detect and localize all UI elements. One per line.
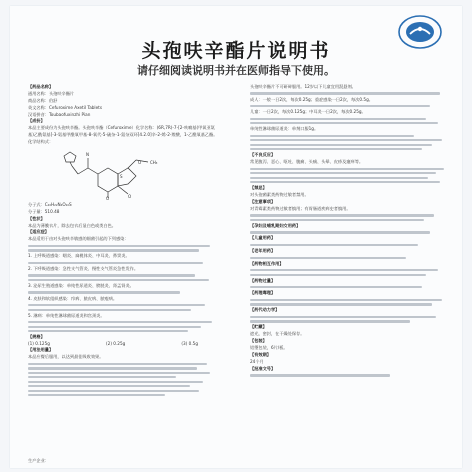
text-line bbox=[250, 135, 414, 137]
section-heading: 【药代动力学】 bbox=[250, 307, 280, 313]
text-line bbox=[28, 291, 180, 293]
pinyin-name: 汉语拼音：Toubaofuxinzhi Pian bbox=[28, 111, 91, 117]
text-line bbox=[28, 274, 195, 276]
text-line bbox=[250, 316, 436, 318]
body-text: 儿童：一日2次，每次0.125g；中耳炎一日2次，每次0.25g。 bbox=[250, 109, 366, 115]
svg-text:CH₃: CH₃ bbox=[150, 159, 158, 165]
contra-text: 对头孢菌素类药物过敏者禁用。 bbox=[250, 192, 309, 198]
page-subtitle: 请仔细阅读说明书并在医师指导下使用。 bbox=[137, 64, 335, 77]
section-heading: 【包装】 bbox=[250, 338, 267, 344]
indication-item: 1. 上呼吸道感染：咽炎、扁桃体炎、中耳炎、鼻窦炎。 bbox=[28, 253, 130, 259]
indication-item: 5. 淋病：单纯性淋球菌尿道炎和宫颈炎。 bbox=[28, 312, 105, 318]
text-line bbox=[28, 309, 191, 311]
validity-text: 24个月 bbox=[250, 358, 264, 364]
structure-label: 化学结构式： bbox=[28, 138, 54, 144]
section-heading: 【不良反应】 bbox=[250, 152, 276, 158]
section-heading: 【性状】 bbox=[28, 215, 45, 221]
text-line bbox=[28, 304, 205, 306]
section-heading: 【孕妇及哺乳期妇女用药】 bbox=[250, 222, 301, 228]
svg-text:S: S bbox=[120, 173, 123, 179]
text-line bbox=[250, 269, 438, 271]
storage-text: 遮光，密封，在干燥处保存。 bbox=[250, 331, 305, 337]
dosage-text: 本品应餐后服用，以达到最佳吸收效果。 bbox=[28, 354, 104, 360]
text-line bbox=[250, 177, 428, 179]
text-line bbox=[250, 257, 406, 259]
text-line bbox=[28, 326, 201, 328]
text-line bbox=[250, 219, 424, 221]
section-heading: 【老年用药】 bbox=[250, 248, 276, 254]
indication-item: 2. 下呼吸道感染：急性支气管炎、慢性支气管炎急性发作。 bbox=[28, 265, 139, 271]
section-heading: 【适应症】 bbox=[28, 229, 49, 235]
section-heading: 【儿童用药】 bbox=[250, 235, 276, 241]
text-line bbox=[28, 372, 210, 374]
text-line bbox=[28, 245, 210, 247]
text-line bbox=[250, 168, 444, 170]
body-text: 单纯性淋球菌尿道炎：单剂口服1g。 bbox=[250, 126, 319, 132]
text-line bbox=[28, 262, 203, 264]
package-text: 铝塑包装，6片/板。 bbox=[250, 345, 288, 351]
text-line bbox=[28, 367, 197, 369]
indications-text: 本品适用于由对头孢呋辛敏感的细菌引起的下列感染： bbox=[28, 236, 129, 242]
text-line bbox=[250, 139, 442, 141]
text-line bbox=[250, 118, 426, 120]
section-heading: 【药物过量】 bbox=[250, 277, 276, 283]
text-line bbox=[28, 279, 209, 281]
trade-name: 商品名称：伯舒 bbox=[28, 97, 58, 103]
spec-item: (2) 0.25g bbox=[106, 341, 126, 347]
svg-text:O: O bbox=[128, 193, 132, 199]
left-column bbox=[28, 84, 218, 398]
text-line bbox=[250, 92, 440, 94]
text-line bbox=[250, 303, 432, 305]
section-heading: 【禁忌】 bbox=[250, 185, 267, 191]
english-name: 英文名称：Cefuroxime Axetil Tablets bbox=[28, 104, 102, 110]
text-line bbox=[250, 274, 426, 276]
section-heading: 【规格】 bbox=[28, 334, 45, 340]
ingredients-text: 本品主要成份为头孢呋辛酯。头孢呋辛酯（Cefuroxime）化学名称：(6R,7R)-7-[2-呋喃基(甲氧亚氨基)乙酰氨基]-3-氨基甲酰氧甲基-8-氧代-5-硫杂-1-氮杂双环[4.2.0]辛-2-烯-2-羧酸，1-乙酰氧基乙酯。 bbox=[28, 125, 218, 137]
svg-text:N: N bbox=[86, 151, 89, 157]
appearance-text: 本品为薄膜衣片，除去包衣后显白色或类白色。 bbox=[28, 222, 116, 228]
body-text: 成人：一般一日2次，每次0.25g；重症感染一日2次，每次0.5g。 bbox=[250, 96, 373, 102]
section-heading: 【注意事项】 bbox=[250, 198, 276, 204]
text-line bbox=[250, 181, 440, 183]
generic-name: 通用名称：头孢呋辛酯片 bbox=[28, 90, 75, 96]
section-heading: 【药品名称】 bbox=[28, 84, 54, 89]
molecular-formula: 分子式：C₂₀H₂₂N₄O₁₀S bbox=[28, 201, 72, 207]
right-column bbox=[250, 84, 450, 378]
text-line bbox=[250, 214, 434, 216]
text-line bbox=[250, 244, 418, 246]
adverse-text: 常见腹泻、恶心、呕吐、腹痛、头痛、头晕、皮疹及瘙痒等。 bbox=[250, 159, 364, 165]
text-line bbox=[250, 286, 422, 288]
text-line bbox=[250, 172, 436, 174]
text-line bbox=[28, 321, 212, 323]
text-line bbox=[28, 394, 165, 396]
section-heading: 【有效期】 bbox=[250, 351, 271, 357]
text-line bbox=[250, 144, 432, 146]
text-line bbox=[250, 105, 430, 107]
text-line bbox=[28, 381, 203, 383]
indication-item: 3. 泌尿生殖道感染：单纯性尿道炎、膀胱炎、肾盂肾炎。 bbox=[28, 282, 134, 288]
page-title: 头孢呋辛酯片说明书 bbox=[141, 40, 331, 62]
body-text: 头孢呋辛酯片不可研碎服用。12岁以下儿童宜用混悬剂。 bbox=[250, 84, 356, 89]
text-line bbox=[28, 390, 199, 392]
caution-text: 对青霉素类药物过敏者慎用；有胃肠道疾病史者慎用。 bbox=[250, 205, 351, 211]
section-heading: 【药理毒理】 bbox=[250, 290, 276, 296]
section-heading: 【贮藏】 bbox=[250, 324, 267, 330]
text-line bbox=[250, 148, 422, 150]
text-line bbox=[28, 363, 207, 365]
section-heading: 【用法用量】 bbox=[28, 347, 54, 353]
molecular-weight: 分子量：510.48 bbox=[28, 208, 60, 214]
insert-sheet bbox=[10, 6, 462, 468]
text-line bbox=[28, 376, 176, 378]
section-heading: 【成份】 bbox=[28, 118, 45, 124]
text-line bbox=[28, 330, 188, 332]
spec-item: (3) 0.5g bbox=[181, 341, 198, 347]
section-heading: 【批准文号】 bbox=[250, 365, 276, 371]
chemical-structure-diagram bbox=[58, 148, 168, 200]
indication-item: 4. 皮肤和软组织感染：疖病、脓皮病、脓疱病。 bbox=[28, 295, 118, 301]
text-line bbox=[250, 299, 442, 301]
spec-item: (1) 0.125g bbox=[28, 341, 50, 347]
text-line bbox=[250, 231, 430, 233]
text-line bbox=[28, 249, 199, 251]
text-line bbox=[250, 374, 390, 376]
text-line bbox=[250, 320, 410, 322]
svg-text:O: O bbox=[138, 159, 142, 165]
text-line bbox=[28, 385, 190, 387]
svg-text:O: O bbox=[106, 195, 110, 200]
section-heading: 【药物相互作用】 bbox=[250, 260, 284, 266]
footer-company: 生产企业： bbox=[28, 458, 49, 463]
text-line bbox=[250, 122, 438, 124]
